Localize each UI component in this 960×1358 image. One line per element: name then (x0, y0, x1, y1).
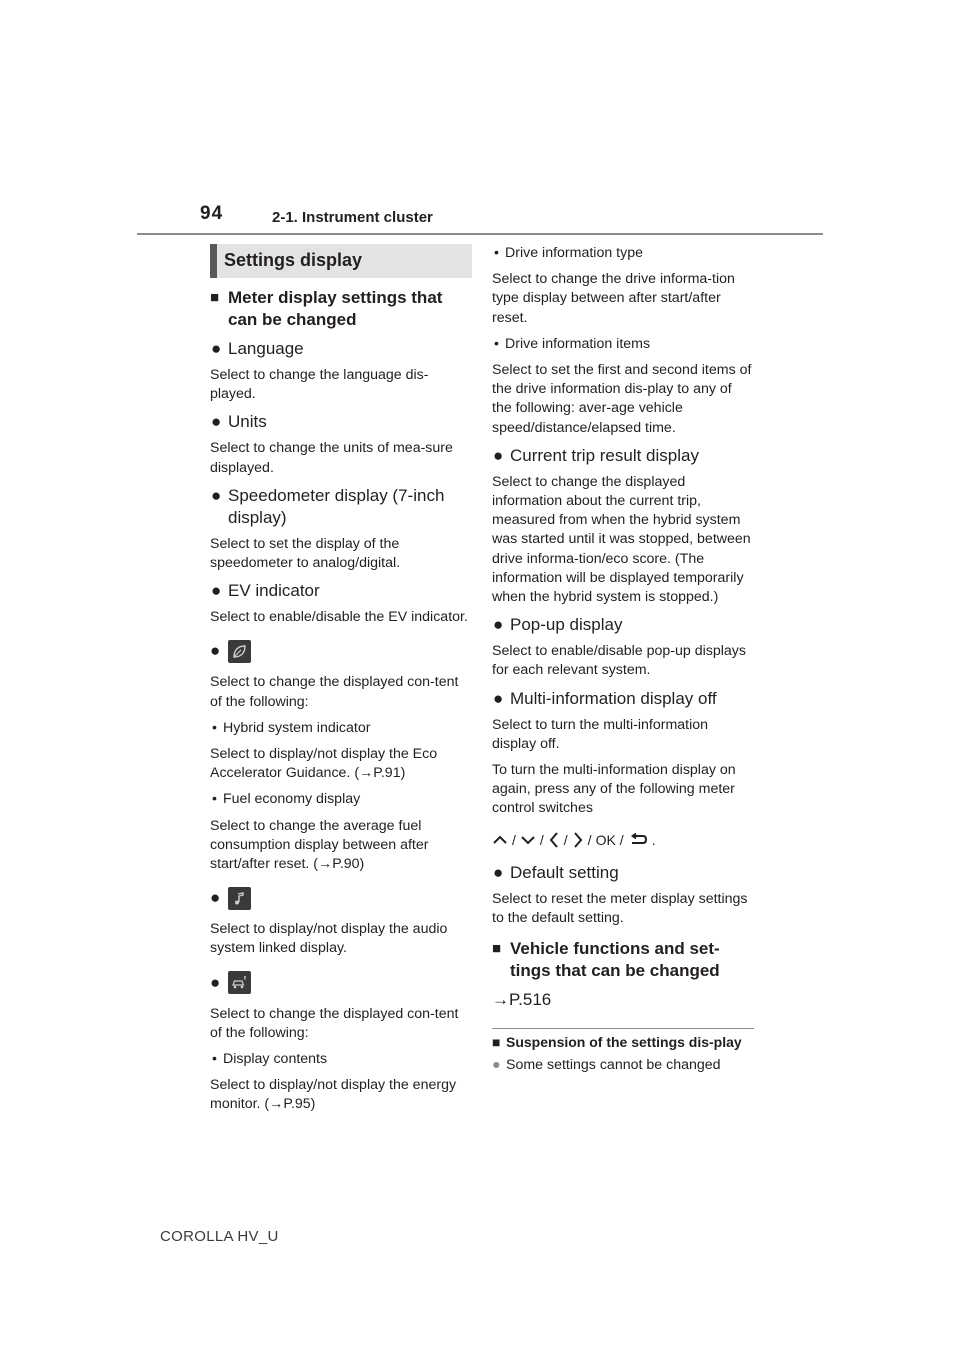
music-text: Select to display/not display the audio system linked display. (210, 921, 448, 957)
chevron-up-icon (492, 834, 508, 846)
energy-text: Select to change the displayed con-tent of the following: (210, 1005, 459, 1041)
bullet-icon: ● (211, 339, 222, 358)
header-rule (137, 233, 823, 235)
vehicle-functions-heading: ■ Vehicle functions and set-tings that can be changed (492, 939, 720, 981)
note-item: ● Some settings cannot be changed (492, 1057, 721, 1074)
bullet-icon: ● (210, 972, 221, 992)
sub-item-text: Select to display/not display the energy monitor. (→P.95) (210, 1077, 457, 1113)
left-column (210, 244, 472, 1122)
note-heading: ■ Suspension of the settings dis-play (492, 1034, 742, 1051)
bullet-icon: ● (493, 862, 504, 882)
bullet-icon: ● (210, 641, 221, 661)
music-note-icon (228, 887, 251, 910)
bullet-icon: ● (211, 412, 222, 432)
energy-item (210, 971, 472, 995)
chevron-right-icon (572, 831, 584, 849)
item-title: ● EV indicator (211, 581, 320, 601)
meter-settings-heading: ■ Meter display settings that can be changed (210, 288, 443, 329)
item-title: ● Multi-information display off (493, 688, 717, 708)
bullet-icon: ● (211, 485, 222, 505)
item-title: ● Units (211, 412, 267, 432)
sub-item-text: Select to display/not display the Eco Accelerator Guidance. (→P.91) (210, 746, 438, 782)
chevron-down-icon (520, 834, 536, 846)
item-text: Select to reset the meter display settings to the default setting. (492, 890, 748, 926)
item-text: Select to set the display of the speedometer to analog/digital. (210, 535, 401, 572)
item-text: Select to change the language dis-played. (210, 367, 429, 403)
ok-switch-label: OK (595, 831, 616, 848)
music-item (210, 886, 472, 910)
bullet-icon: ● (211, 581, 222, 601)
item-title: ● Language (211, 339, 304, 358)
back-arrow-icon (628, 833, 648, 847)
item-title: ● Current trip result display (493, 445, 699, 465)
item-text: Select to change the displayed information about the current trip, measured from when the hybrid system was started until it was stopped, between drive informa-tion/eco score. (The information will be displayed temporarily when the hybrid system is stopped.) (492, 473, 751, 606)
sub-item: • Drive information items (494, 335, 651, 352)
bullet-icon: ● (493, 615, 504, 635)
bullet-icon: ● (492, 1057, 501, 1074)
bullet-icon: ● (493, 445, 504, 465)
sub-item-text: Select to change the average fuel consumption display between after start/after reset. (→P.90) (210, 817, 429, 873)
footer-model: COROLLA HV_U (160, 1228, 279, 1245)
right-column (492, 244, 754, 1075)
item-text: To turn the multi-information display on again, press any of the following meter control switches (492, 762, 736, 817)
bullet-icon: ● (210, 888, 221, 908)
chevron-left-icon (548, 831, 560, 849)
sub-item: • Drive information type (494, 245, 643, 261)
energy-monitor-icon (228, 971, 251, 994)
sub-item: • Display contents (212, 1051, 328, 1068)
item-title: ● Speedometer display (7-inch display) (211, 485, 445, 527)
sub-item: • Fuel economy display (212, 791, 361, 808)
bullet-icon: ● (493, 688, 504, 708)
leaf-text: Select to change the displayed con-tent of the following: (210, 674, 459, 710)
item-text: Select to turn the multi-information display off. (492, 716, 709, 752)
sub-item: • Hybrid system indicator (212, 719, 371, 736)
page-number: 94 (200, 203, 224, 224)
leaf-item (210, 639, 472, 663)
item-text: Select to enable/disable the EV indicator. (210, 609, 468, 626)
item-text: Select to enable/disable pop-up displays for each relevant system. (492, 643, 746, 679)
sub-item-text: Select to change the drive informa-tion type display between after start/after reset. (492, 271, 735, 326)
square-bullet-icon: ■ (492, 1034, 501, 1051)
item-text: Select to change the units of mea-sure displayed. (210, 440, 453, 476)
meter-switches: / / / / OK / . (492, 830, 754, 850)
settings-display-box: Settings display (210, 244, 472, 278)
item-title: ● Default setting (493, 862, 619, 882)
section-title: 2-1. Instrument cluster (272, 209, 433, 226)
item-title: ● Pop-up display (493, 615, 623, 635)
square-bullet-icon: ■ (492, 940, 502, 958)
square-bullet-icon: ■ (210, 289, 220, 306)
leaf-icon (228, 640, 251, 663)
sub-item-text: Select to set the first and second items of the drive information dis-play to any of the following: aver-age vehicle speed/distance/elapsed time. (492, 362, 752, 436)
note-rule (492, 1028, 754, 1029)
page-reference: →P.516 (492, 990, 552, 1010)
